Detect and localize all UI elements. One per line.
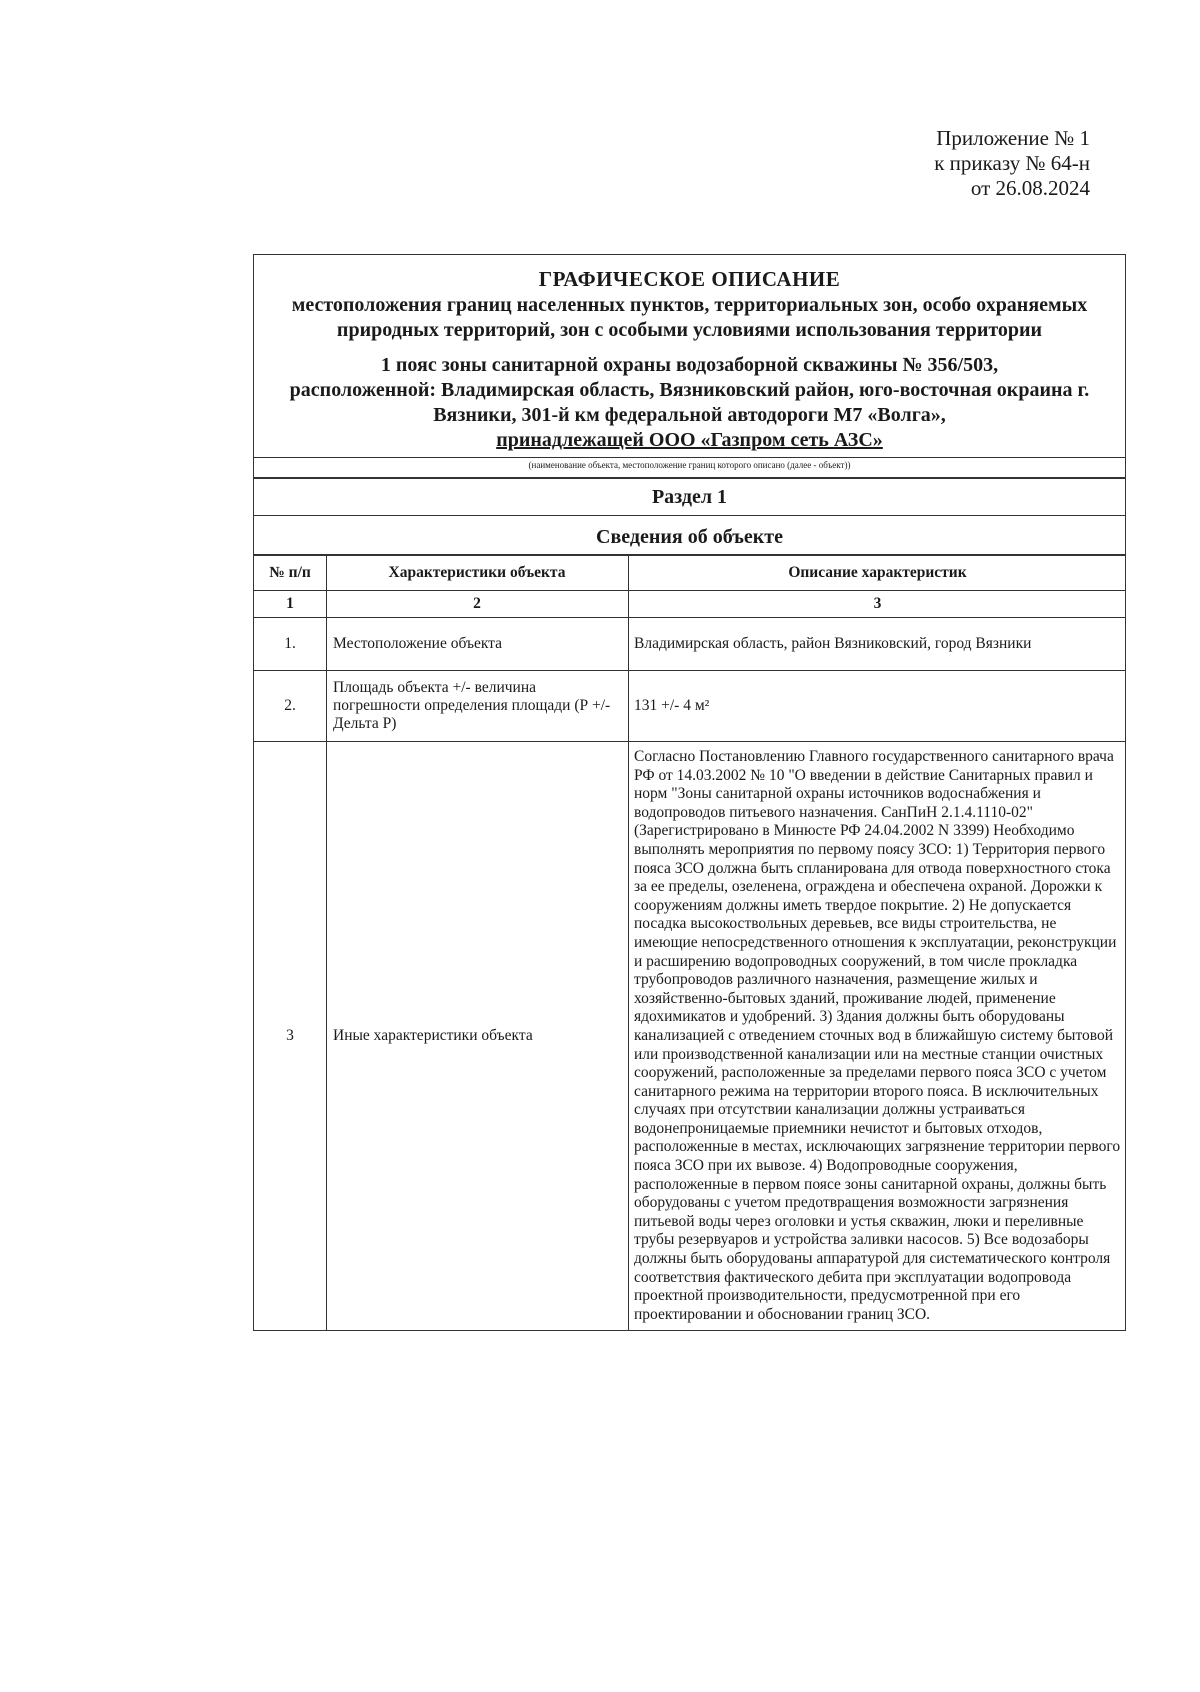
appendix-date: от 26.08.2024 xyxy=(970,176,1090,200)
section-subtitle: Сведения об объекте xyxy=(254,515,1125,554)
document-frame xyxy=(253,254,1126,1331)
colnum-1: 1 xyxy=(254,591,327,618)
object-note: (наименование объекта, местоположение границ которого описано (далее - объект)) xyxy=(254,457,1125,477)
column-number-row xyxy=(254,591,1125,618)
appendix-order: к приказу № 64-н xyxy=(934,151,1090,175)
header-number: № п/п xyxy=(254,555,327,591)
appendix-header xyxy=(790,126,1090,201)
row-characteristic: Иные характеристики объекта xyxy=(327,742,629,1331)
object-line-1: 1 пояс зоны санитарной охраны водозаборной скважины № 356/503, xyxy=(380,354,999,376)
row-number: 1. xyxy=(254,618,327,671)
section-title: Раздел 1 xyxy=(254,477,1125,515)
document-heading xyxy=(254,255,1125,457)
row-number: 2. xyxy=(254,671,327,742)
object-line-2: расположенной: Владимирская область, Вязниковский район, юго-восточная окраина г. Вязники, 301-й км федеральной автодороги М7 «Волга», xyxy=(289,379,1090,426)
table-row xyxy=(254,618,1125,671)
header-description: Описание характеристик xyxy=(629,555,1126,591)
header-characteristic: Характеристики объекта xyxy=(327,555,629,591)
table-row xyxy=(254,671,1125,742)
row-description: 131 +/- 4 м² xyxy=(629,671,1126,742)
object-description xyxy=(264,353,1115,453)
document-subtitle: местоположения границ населенных пунктов, территориальных зон, особо охраняемых природных территорий, зон с особыми условиями использования территории xyxy=(291,294,1088,341)
row-characteristic: Площадь объекта +/- величина погрешности определения площади (Р +/- Дельта Р) xyxy=(327,671,629,742)
row-description: Согласно Постановлению Главного государственного санитарного врача РФ от 14.03.2002 № 10 "О введении в действие Санитарных правил и норм "Зоны санитарной охраны источников водоснабжения и водопроводов питьевого назначения. СанПиН 2.1.4.1110-02" (Зарегистрировано в Минюсте РФ 24.04.2002 N 3399) Необходимо выполнять мероприятия по первому поясу ЗСО: 1) Территория первого пояса ЗСО должна быть спланирована для отвода поверхностного стока за ее пределы, озеленена, ограждена и обеспечена охраной. Дорожки к сооружениям должны иметь твердое покрытие. 2) Не допускается посадка высокоствольных деревьев, все виды строительства, не имеющие непосредственного отношения к эксплуатации, реконструкции и расширению водопроводных сооружений, в том числе прокладка трубопроводов различного назначения, размещение жилых и хозяйственно-бытовых зданий, проживание людей, применение ядохимикатов и удобрений. 3) Здания должны быть оборудованы канализацией с отведением сточных вод в ближайшую систему бытовой или производственной канализации или на местные станции очистных сооружений, расположенные за пределами первого пояса ЗСО с учетом санитарного режима на территории второго пояса. В исключительных случаях при отсутствии канализации должны устраиваться водонепроницаемые приемники нечистот и бытовых отходов, расположенные в местах, исключающих загрязнение территории первого пояса ЗСО при их вывозе. 4) Водопроводные сооружения, расположенные в первом поясе зоны санитарной охраны, должны быть оборудованы с учетом предотвращения возможности загрязнения питьевой воды через оголовки и устья скважин, люки и переливные трубы резервуаров и устройства заливки насосов. 5) Все водозаборы должны быть оборудованы аппаратурой для систематического контроля соответствия фактического дебита при эксплуатации водопровода проектной производительности, предусмотренной при его проектировании и обосновании границ ЗСО. xyxy=(629,742,1126,1331)
object-line-3: принадлежащей ООО «Газпром сеть АЗС» xyxy=(496,429,883,451)
appendix-number: Приложение № 1 xyxy=(936,126,1090,150)
table-row xyxy=(254,742,1125,1331)
colnum-2: 2 xyxy=(327,591,629,618)
row-number: 3 xyxy=(254,742,327,1331)
document-title: ГРАФИЧЕСКОЕ ОПИСАНИЕ xyxy=(538,267,841,291)
colnum-3: 3 xyxy=(629,591,1126,618)
table-header-row xyxy=(254,555,1125,591)
row-description: Владимирская область, район Вязниковский, город Вязники xyxy=(629,618,1126,671)
row-characteristic: Местоположение объекта xyxy=(327,618,629,671)
object-info-table xyxy=(254,554,1125,1330)
